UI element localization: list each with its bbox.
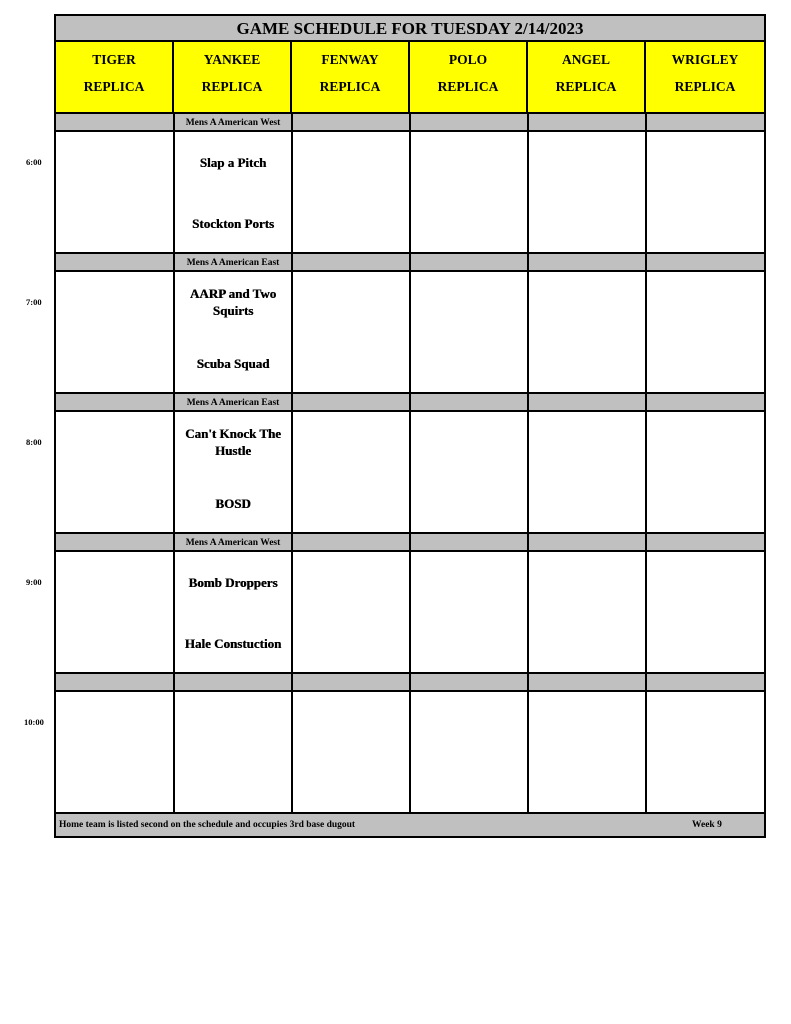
time-label: 6:00 (26, 157, 42, 167)
division-label: Mens A American East (186, 258, 280, 268)
field-type: REPLICA (83, 79, 145, 94)
schedule-footer (56, 814, 764, 836)
field-header-tiger (56, 42, 174, 114)
home-team-note: Home team is listed second on the schedule and occupies 3rd base dugout (59, 820, 356, 830)
away-team: Can't Knock The Hustle (185, 426, 281, 458)
field-name: POLO (448, 52, 488, 67)
field-type: REPLICA (437, 79, 499, 94)
field-name: ANGEL (561, 52, 610, 67)
home-team: BOSD (215, 496, 251, 511)
home-team: Hale Constuction (184, 636, 282, 651)
division-label: Mens A American West (185, 118, 281, 128)
division-label: Mens A American West (185, 538, 281, 548)
field-header-angel (528, 42, 646, 114)
time-label: 7:00 (26, 297, 42, 307)
division-label (175, 675, 291, 691)
column-rule (409, 112, 411, 814)
field-header-polo (410, 42, 528, 114)
field-header-fenway (292, 42, 410, 114)
field-name: WRIGLEY (671, 52, 739, 67)
schedule-grid (54, 14, 766, 838)
field-name: TIGER (92, 52, 136, 67)
week-label: Week 9 (692, 820, 722, 830)
away-team: Slap a Pitch (199, 155, 267, 170)
time-label: 9:00 (26, 577, 42, 587)
field-type: REPLICA (201, 79, 263, 94)
away-team: Bomb Droppers (188, 575, 278, 590)
field-header-wrigley (646, 42, 764, 114)
home-team: Scuba Squad (196, 356, 270, 371)
time-label: 8:00 (26, 437, 42, 447)
field-type: REPLICA (674, 79, 736, 94)
home-team: Stockton Ports (192, 216, 274, 231)
time-label: 10:00 (24, 717, 44, 727)
field-name: YANKEE (203, 52, 261, 67)
column-rule (645, 112, 647, 814)
column-rule (527, 112, 529, 814)
field-header-yankee (174, 42, 292, 114)
division-label: Mens A American East (186, 398, 280, 408)
field-name: FENWAY (321, 52, 379, 67)
field-type: REPLICA (319, 79, 381, 94)
field-type: REPLICA (555, 79, 617, 94)
schedule-title: GAME SCHEDULE FOR TUESDAY 2/14/2023 (56, 16, 764, 42)
away-team: AARP and Two Squirts (189, 286, 277, 318)
